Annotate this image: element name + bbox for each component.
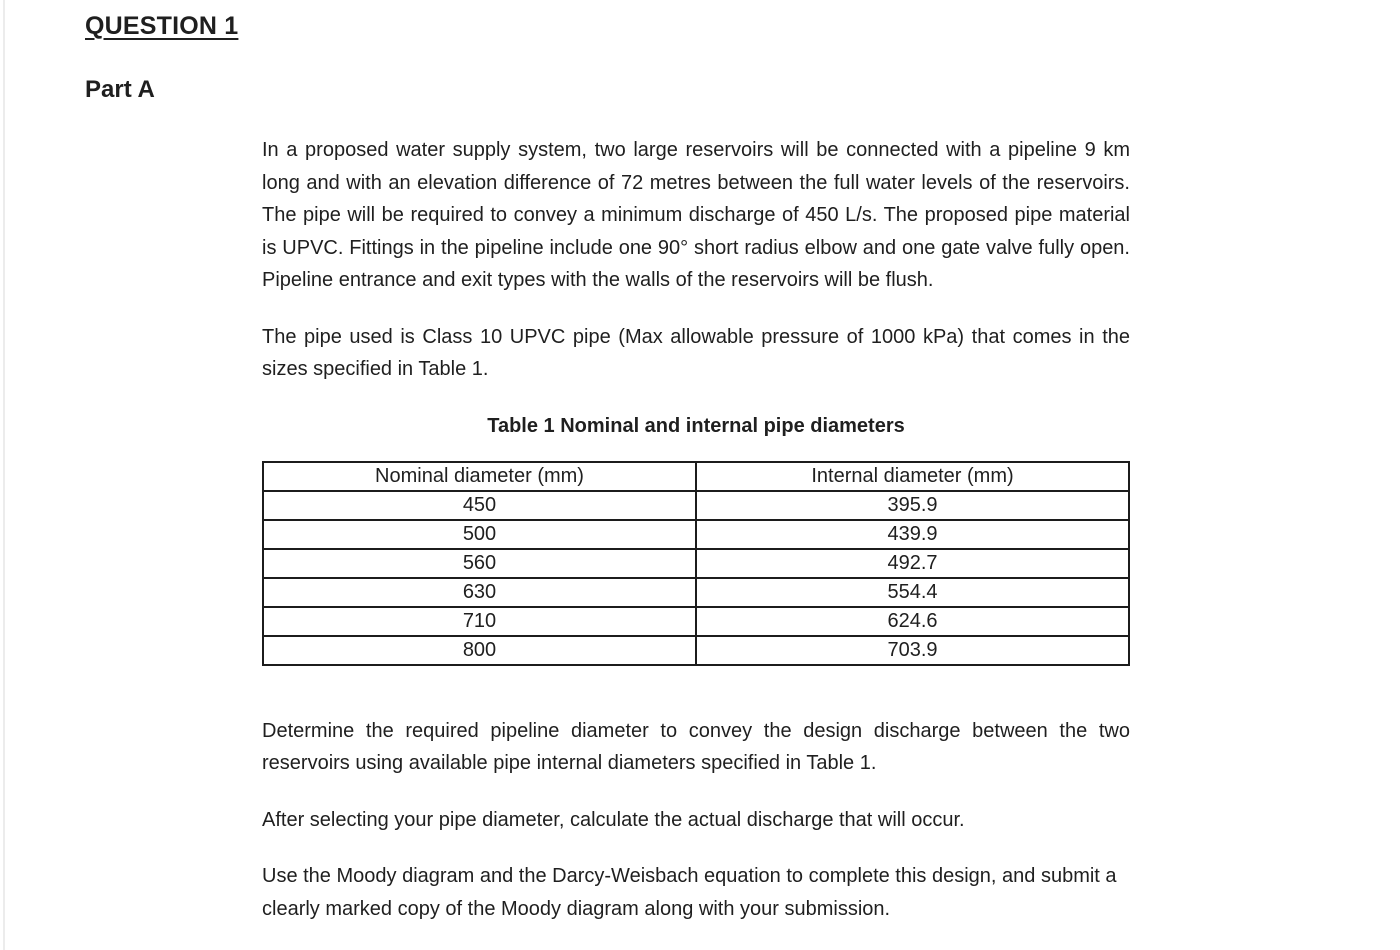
table-cell-internal: 703.9 xyxy=(696,636,1129,665)
table-row xyxy=(263,607,1129,636)
table-header-row xyxy=(263,462,1129,491)
table-row xyxy=(263,549,1129,578)
table-cell-nominal: 450 xyxy=(263,491,696,520)
paragraph-pipe-class: The pipe used is Class 10 UPVC pipe (Max allowable pressure of 1000 kPa) that comes in the sizes specified in Table 1. xyxy=(262,325,1130,380)
paragraph-task-moody: Use the Moody diagram and the Darcy-Weisbach equation to complete this design, and submit a clearly marked copy of the Moody diagram along with your submission. xyxy=(262,865,1117,920)
table-caption: Table 1 Nominal and internal pipe diameters xyxy=(487,414,905,437)
column-header-nominal-diameter: Nominal diameter (mm) xyxy=(263,462,696,491)
pipe-diameters-table xyxy=(262,461,1130,666)
table-cell-nominal: 500 xyxy=(263,520,696,549)
table-cell-internal: 439.9 xyxy=(696,520,1129,549)
table-cell-internal: 624.6 xyxy=(696,607,1129,636)
table-cell-internal: 395.9 xyxy=(696,491,1129,520)
part-a-heading: Part A xyxy=(85,76,155,103)
table-row xyxy=(263,520,1129,549)
table-row xyxy=(263,491,1129,520)
table-cell-nominal: 800 xyxy=(263,636,696,665)
table-row xyxy=(263,636,1129,665)
table-row xyxy=(263,578,1129,607)
question-title: QUESTION 1 xyxy=(85,12,239,40)
question-body xyxy=(262,134,1130,949)
page-edge-divider xyxy=(3,0,5,950)
paragraph-task-determine: Determine the required pipeline diameter to convey the design discharge between the two reservoirs using available pipe internal diameters specified in Table 1. xyxy=(262,719,1130,774)
paragraph-task-discharge: After selecting your pipe diameter, calculate the actual discharge that will occur. xyxy=(262,808,965,831)
paragraph-intro: In a proposed water supply system, two large reservoirs will be connected with a pipeline 9 km long and with an elevation difference of 72 metres between the full water levels of the reservoirs. The pipe will be required to convey a minimum discharge of 450 L/s. The proposed pipe material is UPVC. Fittings in the pipeline include one 90° short radius elbow and one gate valve fully open. Pipeline entrance and exit types with the walls of the reservoirs will be flush. xyxy=(262,139,1130,291)
column-header-internal-diameter: Internal diameter (mm) xyxy=(696,462,1129,491)
table-cell-internal: 554.4 xyxy=(696,578,1129,607)
table-cell-nominal: 560 xyxy=(263,549,696,578)
table-cell-nominal: 710 xyxy=(263,607,696,636)
table-cell-nominal: 630 xyxy=(263,578,696,607)
table-cell-internal: 492.7 xyxy=(696,549,1129,578)
